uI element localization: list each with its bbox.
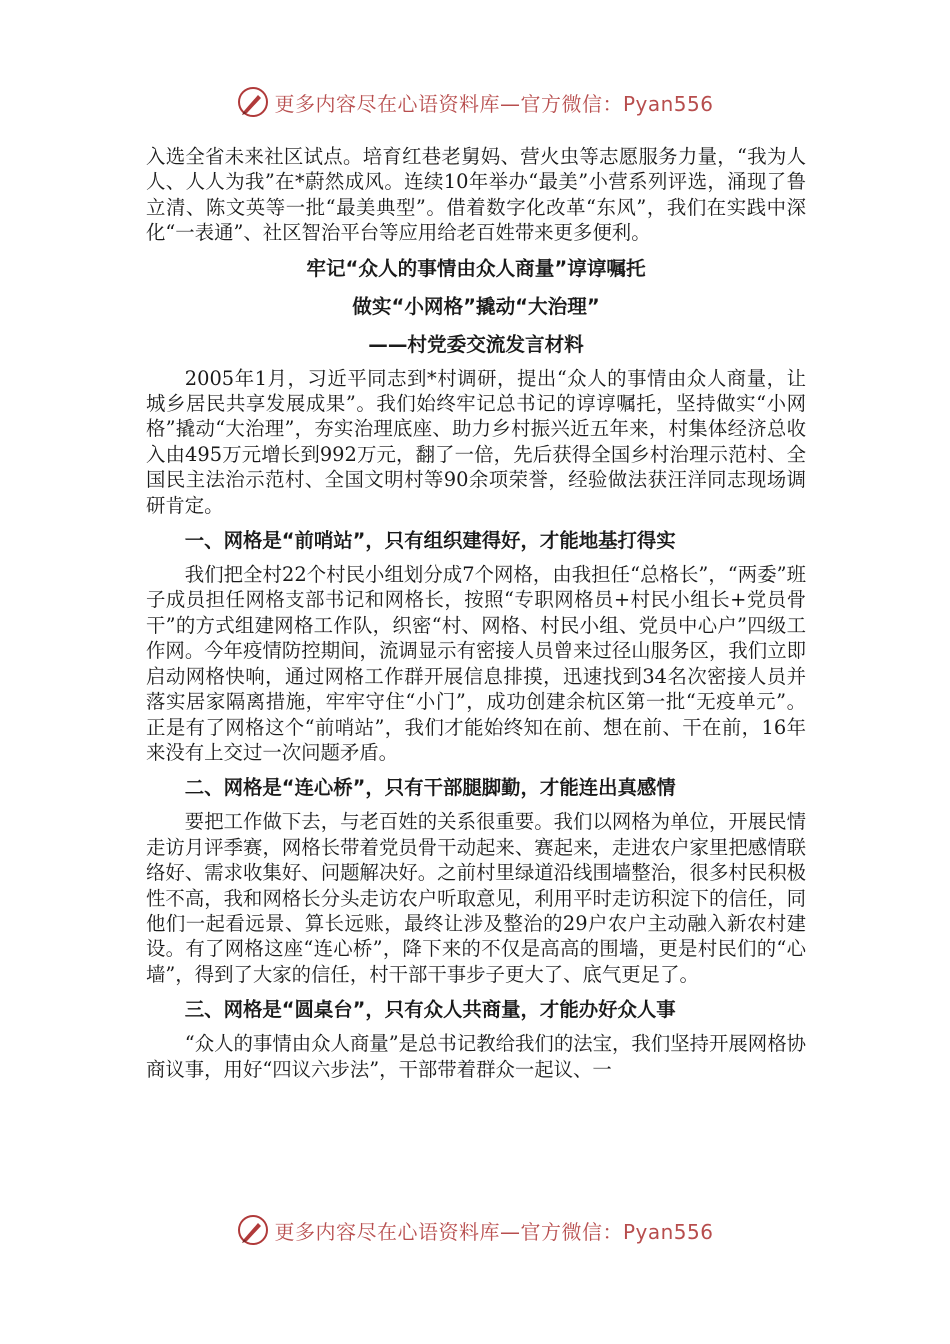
section-body-3: “众人的事情由众人商量”是总书记教给我们的法宝，我们坚持开展网格协商议事，用好“四议六步法”，干部带着群众一起议、一	[146, 1032, 806, 1081]
article-title-line1: 牢记“众人的事情由众人商量”谆谆嘱托	[306, 256, 646, 280]
section-heading-2: 二、网格是“连心桥”，只有干部腿脚勤，才能连出真感情	[184, 776, 676, 800]
article-title-line2: 做实“小网格”撬动“大治理”	[352, 294, 600, 318]
opening-paragraph: 2005年1月，习近平同志到*村调研，提出“众人的事情由众人商量，让城乡居民共享发展成果”。我们始终牢记总书记的谆谆嘱托，坚持做实“小网格”撬动“大治理”，夯实治理底座、助力乡村振兴近五年来，村集体经济总收入由495万元增长到992万元，翻了一倍，先后获得全国乡村治理示范村、全国民主法治示范村、全国文明村等90余项荣誉，经验做法获汪洋同志现场调研肯定。	[146, 366, 806, 517]
section-heading-3: 三、网格是“圆桌台”，只有众人共商量，才能办好众人事	[184, 998, 676, 1022]
article-subtitle: ——村党委交流发言材料	[368, 332, 584, 356]
header-banner	[0, 82, 950, 122]
banner-text: 更多内容尽在心语资料库—官方微信：Pyan556	[274, 91, 714, 116]
document-body	[146, 144, 806, 1082]
section-body-2: 要把工作做下去，与老百姓的关系很重要。我们以网格为单位，开展民情走访月评季赛，网格长带着党员骨干动起来、赛起来，走进农户家里把感情联络好、需求收集好、问题解决好。之前村里绿道沿线围墙整治，很多村民积极性不高，我和网格长分头走访农户听取意见，利用平时走访积淀下的信任，同他们一起看远景、算长远账，最终让涉及整治的29户农户主动融入新农村建设。有了网格这座“连心桥”，降下来的不仅是高高的围墙，更是村民们的“心墙”，得到了大家的信任，村干部干事步子更大了、底气更足了。	[146, 810, 806, 986]
banner-text: 更多内容尽在心语资料库—官方微信：Pyan556	[274, 1219, 714, 1244]
section-body-1: 我们把全村22个村民小组划分成7个网格，由我担任“总格长”，“两委”班子成员担任网格支部书记和网格长，按照“专职网格员+村民小组长+党员骨干”的方式组建网格工作队，织密“村、网格、村民小组、党员中心户”四级工作网。今年疫情防控期间，流调显示有密接人员曾来过径山服务区，我们立即启动网格快响，通过网格工作群开展信息排摸，迅速找到34名次密接人员并落实居家隔离措施，牢牢守住“小门”，成功创建余杭区第一批“无疫单元”。正是有了网格这个“前哨站”，我们才能始终知在前、想在前、干在前，16年来没有上交过一次问题矛盾。	[146, 563, 806, 764]
section-heading-1: 一、网格是“前哨站”，只有组织建得好，才能地基打得实	[184, 529, 676, 553]
pen-logo-icon	[236, 1213, 270, 1247]
pen-logo-icon	[236, 85, 270, 119]
intro-paragraph: 入选全省未来社区试点。培育红巷老舅妈、营火虫等志愿服务力量，“我为人人、人人为我”在*蔚然成风。连续10年举办“最美”小营系列评选，涌现了鲁立清、陈文英等一批“最美典型”。借着数字化改革“东风”，我们在实践中深化“一表通”、社区智治平台等应用给老百姓带来更多便利。	[146, 145, 806, 245]
footer-banner	[0, 1210, 950, 1250]
